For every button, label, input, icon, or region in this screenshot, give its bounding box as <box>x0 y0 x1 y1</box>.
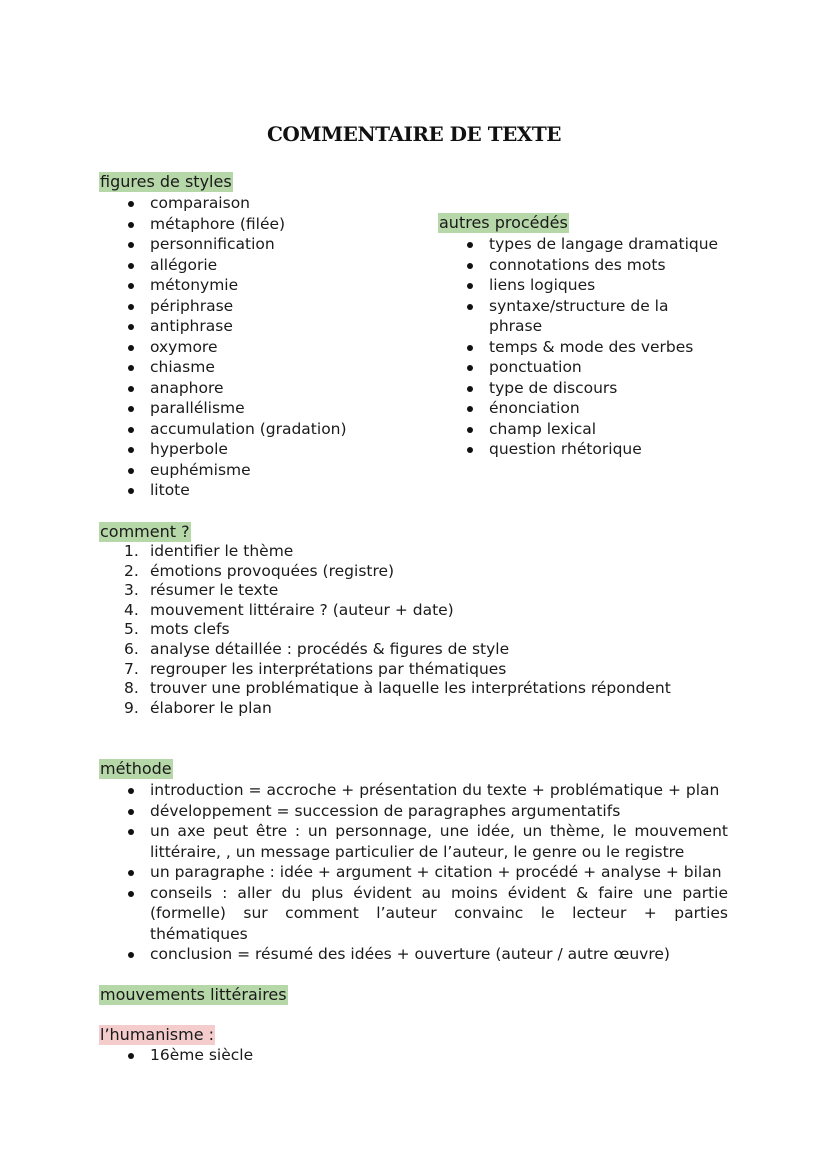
item-number: 5. <box>124 620 139 639</box>
item-number: 3. <box>124 581 139 600</box>
list-item: périphrase <box>124 296 347 317</box>
list-item: conseils : aller du plus évident au moins évident & faire une partie (formelle) sur comment l’auteur convainc le lecteur + parties thématiques <box>124 883 728 945</box>
item-number: 7. <box>124 659 139 678</box>
item-text: mots clefs <box>150 620 230 639</box>
list-item: anaphore <box>124 378 347 399</box>
list-item: champ lexical <box>463 419 733 440</box>
list-item: ponctuation <box>463 357 733 378</box>
page-title: COMMENTAIRE DE TEXTE <box>267 122 561 146</box>
item-number: 9. <box>124 698 139 717</box>
item-number: 8. <box>124 679 139 698</box>
item-number: 6. <box>124 639 139 658</box>
list-item: un axe peut être : un personnage, une idée, un thème, le mouvement littéraire, , un message particulier de l’auteur, le genre ou le registre <box>124 821 728 862</box>
figures-list <box>124 193 347 501</box>
list-item: antiphrase <box>124 316 347 337</box>
item-text: analyse détaillée : procédés & figures de style <box>150 639 510 658</box>
list-item: métaphore (filée) <box>124 214 347 235</box>
item-number: 4. <box>124 600 139 619</box>
list-item: comparaison <box>124 193 347 214</box>
list-item: type de discours <box>463 378 733 399</box>
item-text: trouver une problématique à laquelle les interprétations répondent <box>150 679 671 698</box>
methode-list <box>124 780 728 965</box>
list-item <box>124 542 671 562</box>
list-item: allégorie <box>124 255 347 276</box>
list-item: hyperbole <box>124 439 347 460</box>
list-item: liens logiques <box>463 275 733 296</box>
item-text: regrouper les interprétations par thématiques <box>150 659 507 678</box>
list-item: euphémisme <box>124 460 347 481</box>
item-number: 2. <box>124 561 139 580</box>
section-heading-comment: comment ? <box>100 522 190 541</box>
list-item <box>124 620 671 640</box>
list-item <box>124 699 671 719</box>
list-item <box>124 601 671 621</box>
item-text: résumer le texte <box>150 581 279 600</box>
list-item: parallélisme <box>124 398 347 419</box>
list-item: connotations des mots <box>463 255 733 276</box>
list-item <box>124 562 671 582</box>
item-text: identifier le thème <box>150 542 294 560</box>
section-heading-autres: autres procédés <box>439 213 568 232</box>
list-item: développement = succession de paragraphes argumentatifs <box>124 801 728 822</box>
list-item <box>124 660 671 680</box>
list-item: oxymore <box>124 337 347 358</box>
item-text: émotions provoquées (registre) <box>150 561 395 580</box>
list-item: temps & mode des verbes <box>463 337 733 358</box>
section-heading-mouvements: mouvements littéraires <box>100 985 287 1004</box>
list-item: introduction = accroche + présentation du texte + problématique + plan <box>124 780 728 801</box>
list-item: litote <box>124 480 347 501</box>
list-item: accumulation (gradation) <box>124 419 347 440</box>
item-number: 1. <box>124 542 139 560</box>
section-heading-figures: figures de styles <box>100 172 232 191</box>
list-item <box>124 679 671 699</box>
section-heading-methode: méthode <box>100 759 172 778</box>
list-item: chiasme <box>124 357 347 378</box>
autres-list <box>463 234 733 460</box>
list-item <box>124 581 671 601</box>
list-item: 16ème siècle <box>124 1045 253 1066</box>
list-item: types de langage dramatique <box>463 234 733 255</box>
list-item: énonciation <box>463 398 733 419</box>
list-item: syntaxe/structure de la phrase <box>463 296 689 337</box>
list-item: métonymie <box>124 275 347 296</box>
list-item: un paragraphe : idée + argument + citation + procédé + analyse + bilan <box>124 862 728 883</box>
humanisme-list <box>124 1045 253 1066</box>
list-item: question rhétorique <box>463 439 733 460</box>
list-item: conclusion = résumé des idées + ouverture (auteur / autre œuvre) <box>124 944 728 965</box>
item-text: mouvement littéraire ? (auteur + date) <box>150 600 454 619</box>
list-item: personnification <box>124 234 347 255</box>
subheading-humanisme: l’humanisme : <box>100 1025 215 1044</box>
item-text: élaborer le plan <box>150 698 272 717</box>
list-item <box>124 640 671 660</box>
comment-list <box>124 542 671 718</box>
